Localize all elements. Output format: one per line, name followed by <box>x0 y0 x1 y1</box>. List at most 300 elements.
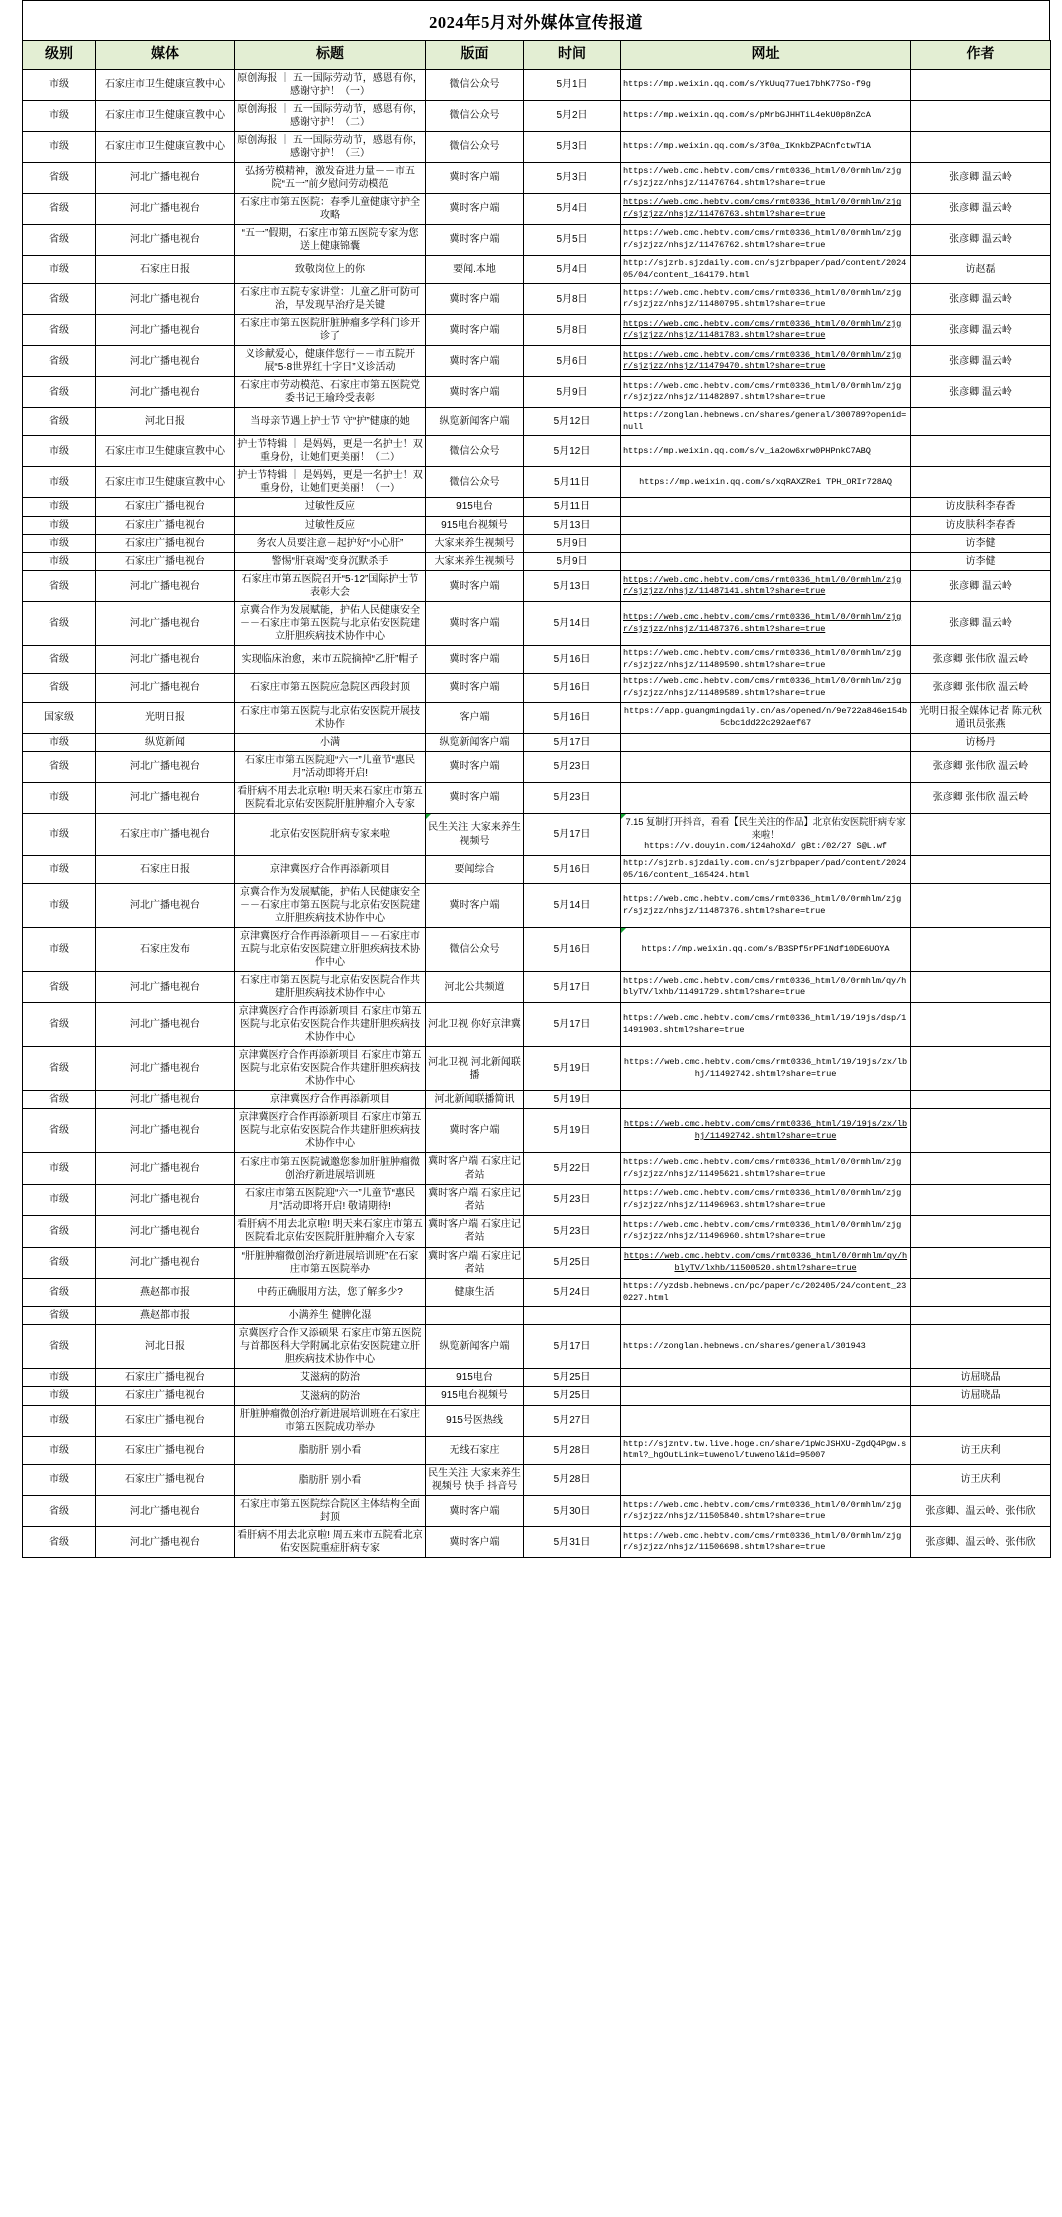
cell-date[interactable]: 5月12日 <box>524 408 621 436</box>
cell-title[interactable]: 护士节特辑 ｜ 是妈妈，更是一名护士！双重身份，让她们更美丽！（二） <box>235 436 426 467</box>
cell-page[interactable]: 要闻综合 <box>426 856 524 884</box>
cell-author[interactable] <box>911 928 1051 972</box>
cell-level[interactable]: 省级 <box>23 752 96 783</box>
cell-title[interactable]: 看肝病不用去北京啦! 明天来石家庄市第五医院看北京佑安医院肝脏肿瘤介入专家 <box>235 783 426 814</box>
cell-level[interactable]: 省级 <box>23 346 96 377</box>
cell-title[interactable]: 当母亲节遇上护士节 守“护”健康的她 <box>235 408 426 436</box>
cell-date[interactable]: 5月30日 <box>524 1496 621 1527</box>
cell-page[interactable]: 河北卫视 你好京津冀 <box>426 1003 524 1047</box>
cell-page[interactable]: 冀时客户端 石家庄记者站 <box>426 1153 524 1184</box>
cell-url[interactable] <box>621 1307 911 1325</box>
cell-level[interactable]: 省级 <box>23 1247 96 1278</box>
cell-title[interactable]: 京津冀医疗合作再添新项目－－石家庄市五院与北京佑安医院建立肝胆疾病技术协作中心 <box>235 928 426 972</box>
cell-title[interactable]: 石家庄市第五医院召开“5·12”国际护士节表彰大会 <box>235 571 426 602</box>
cell-level[interactable]: 市级 <box>23 783 96 814</box>
cell-date[interactable]: 5月5日 <box>524 225 621 256</box>
cell-level[interactable]: 市级 <box>23 1153 96 1184</box>
cell-media[interactable]: 石家庄发布 <box>96 928 235 972</box>
cell-page[interactable]: 915电台 <box>426 1369 524 1387</box>
cell-level[interactable]: 省级 <box>23 972 96 1003</box>
cell-media[interactable]: 河北广播电视台 <box>96 646 235 674</box>
cell-media[interactable]: 石家庄日报 <box>96 856 235 884</box>
cell-date[interactable]: 5月9日 <box>524 534 621 552</box>
cell-title[interactable]: 石家庄市劳动模范、石家庄市第五医院党委书记王瑜玲受表彰 <box>235 377 426 408</box>
cell-level[interactable]: 省级 <box>23 163 96 194</box>
cell-author[interactable] <box>911 1247 1051 1278</box>
cell-url[interactable]: https://web.cmc.hebtv.com/cms/rmt0336_html/0/0rmhlm/zjgr/sjzjzz/nhsjz/11496960.shtml?share=true <box>621 1216 911 1247</box>
cell-page[interactable]: 健康生活 <box>426 1278 524 1306</box>
cell-date[interactable]: 5月17日 <box>524 1325 621 1369</box>
cell-title[interactable]: 京津冀医疗合作再添新项目 <box>235 856 426 884</box>
cell-url[interactable] <box>621 752 911 783</box>
cell-level[interactable]: 市级 <box>23 1387 96 1405</box>
cell-page[interactable]: 纵览新闻客户端 <box>426 733 524 751</box>
cell-page[interactable]: 大家来养生视频号 <box>426 552 524 570</box>
cell-url[interactable]: https://web.cmc.hebtv.com/cms/rmt0336_html/19/19js/zx/lbhj/11492742.shtml?share=true <box>621 1047 911 1091</box>
cell-level[interactable]: 市级 <box>23 1405 96 1436</box>
cell-page[interactable]: 915号医热线 <box>426 1405 524 1436</box>
cell-author[interactable]: 张彦卿 温云岭 <box>911 225 1051 256</box>
cell-media[interactable]: 河北广播电视台 <box>96 674 235 702</box>
url-hyperlink[interactable]: https://web.cmc.hebtv.com/cms/rmt0336_html/0/0rmhlm/zjgr/sjzjzz/nhsjz/11487141.shtml?share=true <box>623 574 902 597</box>
cell-url[interactable]: https://web.cmc.hebtv.com/cms/rmt0336_html/0/0rmhlm/zjgr/sjzjzz/nhsjz/11495621.shtml?share=true <box>621 1153 911 1184</box>
cell-url[interactable] <box>621 733 911 751</box>
cell-date[interactable]: 5月2日 <box>524 101 621 132</box>
cell-level[interactable]: 市级 <box>23 1369 96 1387</box>
cell-media[interactable]: 河北广播电视台 <box>96 1247 235 1278</box>
column-header-media[interactable]: 媒体 <box>96 41 235 70</box>
cell-url[interactable]: https://zonglan.hebnews.cn/shares/general/301943 <box>621 1325 911 1369</box>
cell-author[interactable]: 张彦卿 温云岭 <box>911 315 1051 346</box>
cell-url[interactable]: https://mp.weixin.qq.com/s/xqRAXZRei TPH_ORIr728AQ <box>621 467 911 498</box>
column-header-page[interactable]: 版面 <box>426 41 524 70</box>
cell-date[interactable]: 5月14日 <box>524 884 621 928</box>
url-hyperlink[interactable]: https://web.cmc.hebtv.com/cms/rmt0336_html/0/0rmhlm/zjgr/sjzjzz/nhsjz/11487376.shtml?share=true <box>623 612 902 634</box>
cell-title[interactable]: “肝脏肿瘤微创治疗新进展培训班”在石家庄市第五医院举办 <box>235 1247 426 1278</box>
cell-media[interactable]: 河北广播电视台 <box>96 1216 235 1247</box>
cell-page[interactable]: 冀时客户端 <box>426 571 524 602</box>
cell-page[interactable]: 冀时客户端 <box>426 346 524 377</box>
cell-page[interactable]: 微信公众号 <box>426 928 524 972</box>
cell-level[interactable]: 省级 <box>23 1091 96 1109</box>
cell-level[interactable]: 市级 <box>23 814 96 856</box>
cell-level[interactable]: 省级 <box>23 1109 96 1153</box>
cell-url[interactable] <box>621 346 911 377</box>
cell-title[interactable]: 石家庄市第五医院与北京佑安医院合作共建肝胆疾病技术协作中心 <box>235 972 426 1003</box>
cell-url[interactable]: https://yzdsb.hebnews.cn/pc/paper/c/202405/24/content_230227.html <box>621 1278 911 1306</box>
cell-author[interactable]: 张彦卿 张伟欣 温云岭 <box>911 783 1051 814</box>
cell-level[interactable]: 省级 <box>23 377 96 408</box>
cell-page[interactable]: 915电台视频号 <box>426 516 524 534</box>
url-link-text[interactable]: https://v.douyin.com/i24ahoXd/ gBt:/02/27 S@L.wf <box>644 841 887 852</box>
cell-title[interactable]: 小满养生 健脾化湿 <box>235 1307 426 1325</box>
cell-media[interactable]: 河北广播电视台 <box>96 1047 235 1091</box>
cell-title[interactable]: 原创海报 ｜ 五一国际劳动节，感恩有你，感谢守护！（二） <box>235 101 426 132</box>
cell-author[interactable]: 访李健 <box>911 534 1051 552</box>
cell-url[interactable] <box>621 1091 911 1109</box>
cell-level[interactable]: 市级 <box>23 101 96 132</box>
cell-level[interactable]: 市级 <box>23 884 96 928</box>
cell-media[interactable]: 河北广播电视台 <box>96 752 235 783</box>
cell-level[interactable]: 市级 <box>23 498 96 516</box>
cell-media[interactable]: 石家庄广播电视台 <box>96 1405 235 1436</box>
cell-author[interactable] <box>911 132 1051 163</box>
cell-title[interactable]: 务农人员要注意－起护好“小心肝” <box>235 534 426 552</box>
cell-url[interactable]: https://web.cmc.hebtv.com/cms/rmt0336_html/0/0rmhlm/zjgr/sjzjzz/nhsjz/11482897.shtml?share=true <box>621 377 911 408</box>
url-hyperlink[interactable]: https://web.cmc.hebtv.com/cms/rmt0336_html/0/0rmhlm/zjgr/sjzjzz/nhsjz/11481783.shtml?share=true <box>623 318 902 341</box>
cell-page[interactable]: 冀时客户端 <box>426 674 524 702</box>
cell-page[interactable]: 微信公众号 <box>426 70 524 101</box>
cell-author[interactable]: 访李健 <box>911 552 1051 570</box>
cell-page[interactable]: 冀时客户端 <box>426 602 524 646</box>
cell-media[interactable]: 河北广播电视台 <box>96 163 235 194</box>
cell-date[interactable]: 5月24日 <box>524 1278 621 1306</box>
cell-page[interactable]: 冀时客户端 <box>426 1496 524 1527</box>
cell-url[interactable]: https://mp.weixin.qq.com/s/YkUuq77ue17bhK77So-f9g <box>621 70 911 101</box>
cell-level[interactable]: 省级 <box>23 1307 96 1325</box>
cell-page[interactable]: 915电台 <box>426 498 524 516</box>
cell-title[interactable]: 脂肪肝 别小看 <box>235 1464 426 1495</box>
cell-url[interactable] <box>621 194 911 225</box>
cell-page[interactable]: 冀时客户端 石家庄记者站 <box>426 1184 524 1215</box>
cell-url[interactable]: https://web.cmc.hebtv.com/cms/rmt0336_html/0/0rmhlm/zjgr/sjzjzz/nhsjz/11480795.shtml?share=true <box>621 284 911 315</box>
cell-page[interactable]: 纵览新闻客户端 <box>426 408 524 436</box>
cell-url[interactable]: https://web.cmc.hebtv.com/cms/rmt0336_html/0/0rmhlm/zjgr/sjzjzz/nhsjz/11489589.shtml?share=true <box>621 674 911 702</box>
cell-media[interactable]: 河北广播电视台 <box>96 602 235 646</box>
cell-title[interactable]: 京冀合作为发展赋能，护佑人民健康安全－－石家庄市第五医院与北京佑安医院建立肝胆疾病技术协作中心 <box>235 602 426 646</box>
cell-media[interactable]: 河北广播电视台 <box>96 1109 235 1153</box>
cell-author[interactable]: 访皮肤科李春香 <box>911 498 1051 516</box>
cell-level[interactable]: 省级 <box>23 646 96 674</box>
cell-date[interactable]: 5月17日 <box>524 733 621 751</box>
cell-title[interactable]: 京津冀医疗合作再添新项目 石家庄市第五医院与北京佑安医院合作共建肝胆疾病技术协作中心 <box>235 1003 426 1047</box>
cell-media[interactable]: 石家庄广播电视台 <box>96 498 235 516</box>
cell-url[interactable]: https://mp.weixin.qq.com/s/3f0a_IKnkbZPACnfctwT1A <box>621 132 911 163</box>
cell-author[interactable] <box>911 1047 1051 1091</box>
cell-author[interactable]: 访屈晓晶 <box>911 1369 1051 1387</box>
cell-date[interactable]: 5月31日 <box>524 1527 621 1558</box>
cell-author[interactable] <box>911 1307 1051 1325</box>
cell-author[interactable] <box>911 1278 1051 1306</box>
cell-page[interactable]: 微信公众号 <box>426 132 524 163</box>
cell-author[interactable] <box>911 408 1051 436</box>
cell-url[interactable]: http://sjzrb.sjzdaily.com.cn/sjzrbpaper/pad/content/202405/04/content_164179.html <box>621 256 911 284</box>
cell-level[interactable]: 市级 <box>23 70 96 101</box>
cell-title[interactable]: 石家庄市第五医院肝脏肿瘤多学科门诊开诊了 <box>235 315 426 346</box>
cell-title[interactable]: 肝脏肿瘤微创治疗新进展培训班在石家庄市第五医院成功举办 <box>235 1405 426 1436</box>
cell-level[interactable]: 市级 <box>23 132 96 163</box>
cell-page[interactable]: 冀时客户端 <box>426 225 524 256</box>
cell-author[interactable]: 张彦卿 温云岭 <box>911 163 1051 194</box>
cell-author[interactable] <box>911 1325 1051 1369</box>
cell-date[interactable]: 5月11日 <box>524 467 621 498</box>
cell-date[interactable]: 5月16日 <box>524 674 621 702</box>
cell-url[interactable] <box>621 1109 911 1153</box>
cell-url[interactable] <box>621 814 911 856</box>
cell-url[interactable] <box>621 534 911 552</box>
cell-media[interactable]: 石家庄市卫生健康宣教中心 <box>96 101 235 132</box>
cell-url[interactable]: https://web.cmc.hebtv.com/cms/rmt0336_html/0/0rmhlm/qy/hblyTV/lxhb/11491729.shtml?share=true <box>621 972 911 1003</box>
cell-page[interactable]: 冀时客户端 <box>426 163 524 194</box>
cell-media[interactable]: 河北广播电视台 <box>96 571 235 602</box>
cell-date[interactable]: 5月17日 <box>524 972 621 1003</box>
cell-date[interactable]: 5月19日 <box>524 1091 621 1109</box>
cell-date[interactable]: 5月22日 <box>524 1153 621 1184</box>
cell-media[interactable]: 燕赵都市报 <box>96 1278 235 1306</box>
cell-level[interactable]: 市级 <box>23 516 96 534</box>
cell-media[interactable]: 石家庄广播电视台 <box>96 1369 235 1387</box>
cell-date[interactable]: 5月25日 <box>524 1387 621 1405</box>
cell-title[interactable]: 石家庄市第五医院：春季儿童健康守护全攻略 <box>235 194 426 225</box>
cell-level[interactable]: 国家级 <box>23 702 96 733</box>
cell-date[interactable]: 5月13日 <box>524 516 621 534</box>
cell-media[interactable]: 石家庄市卫生健康宣教中心 <box>96 70 235 101</box>
cell-title[interactable]: 京冀合作为发展赋能，护佑人民健康安全－－石家庄市第五医院与北京佑安医院建立肝胆疾病技术协作中心 <box>235 884 426 928</box>
cell-author[interactable] <box>911 972 1051 1003</box>
cell-author[interactable]: 访皮肤科李春香 <box>911 516 1051 534</box>
cell-date[interactable]: 5月13日 <box>524 571 621 602</box>
cell-title[interactable]: 京津冀医疗合作再添新项目 石家庄市第五医院与北京佑安医院合作共建肝胆疾病技术协作中心 <box>235 1109 426 1153</box>
cell-date[interactable]: 5月25日 <box>524 1247 621 1278</box>
cell-page[interactable]: 客户端 <box>426 702 524 733</box>
cell-title[interactable]: 石家庄市第五医院迎“六一”儿童节“惠民月”活动即将开启! 敬请期待! <box>235 1184 426 1215</box>
cell-title[interactable]: 石家庄市第五医院应急院区西段封顶 <box>235 674 426 702</box>
cell-level[interactable]: 市级 <box>23 534 96 552</box>
cell-author[interactable]: 光明日报全媒体记者 陈元秋 通讯员张燕 <box>911 702 1051 733</box>
cell-date[interactable]: 5月6日 <box>524 346 621 377</box>
cell-page[interactable]: 冀时客户端 <box>426 1109 524 1153</box>
cell-author[interactable] <box>911 1153 1051 1184</box>
cell-level[interactable]: 省级 <box>23 1496 96 1527</box>
cell-level[interactable]: 省级 <box>23 1003 96 1047</box>
cell-date[interactable]: 5月19日 <box>524 1109 621 1153</box>
cell-url[interactable] <box>621 1387 911 1405</box>
cell-date[interactable]: 5月23日 <box>524 783 621 814</box>
cell-media[interactable]: 河北广播电视台 <box>96 1527 235 1558</box>
cell-page[interactable]: 民生关注 大家来养生视频号 <box>426 814 524 856</box>
column-header-date[interactable]: 时间 <box>524 41 621 70</box>
cell-media[interactable]: 河北广播电视台 <box>96 284 235 315</box>
cell-author[interactable]: 张彦卿、温云岭、张伟欣 <box>911 1496 1051 1527</box>
cell-title[interactable]: 看肝病不用去北京啦! 明天来石家庄市第五医院看北京佑安医院肝脏肿瘤介入专家 <box>235 1216 426 1247</box>
cell-author[interactable] <box>911 884 1051 928</box>
cell-title[interactable]: 警惕“肝衰竭”变身沉默杀手 <box>235 552 426 570</box>
cell-date[interactable]: 5月19日 <box>524 1047 621 1091</box>
column-header-level[interactable]: 级别 <box>23 41 96 70</box>
cell-media[interactable]: 河北广播电视台 <box>96 783 235 814</box>
cell-url[interactable] <box>621 498 911 516</box>
cell-title[interactable]: 弘扬劳模精神，激发奋进力量－－市五院“五一”前夕慰问劳动模范 <box>235 163 426 194</box>
cell-url[interactable] <box>621 516 911 534</box>
cell-url[interactable]: https://web.cmc.hebtv.com/cms/rmt0336_html/0/0rmhlm/zjgr/sjzjzz/nhsjz/11489590.shtml?share=true <box>621 646 911 674</box>
cell-title[interactable]: 京津冀医疗合作再添新项目 石家庄市第五医院与北京佑安医院合作共建肝胆疾病技术协作中心 <box>235 1047 426 1091</box>
cell-media[interactable]: 河北广播电视台 <box>96 1003 235 1047</box>
cell-media[interactable]: 石家庄广播电视台 <box>96 1436 235 1464</box>
cell-level[interactable]: 市级 <box>23 733 96 751</box>
cell-author[interactable] <box>911 70 1051 101</box>
cell-url[interactable]: https://web.cmc.hebtv.com/cms/rmt0336_html/0/0rmhlm/zjgr/sjzjzz/nhsjz/11476762.shtml?share=true <box>621 225 911 256</box>
cell-author[interactable] <box>911 1216 1051 1247</box>
cell-date[interactable]: 5月3日 <box>524 163 621 194</box>
cell-url[interactable]: http://sjzrb.sjzdaily.com.cn/sjzrbpaper/pad/content/202405/16/content_165424.html <box>621 856 911 884</box>
cell-title[interactable]: 致敬岗位上的你 <box>235 256 426 284</box>
cell-url[interactable]: https://mp.weixin.qq.com/s/B3SPf5rPF1Ndf10DE6UOYA <box>621 928 911 972</box>
cell-media[interactable]: 河北广播电视台 <box>96 1184 235 1215</box>
cell-url[interactable] <box>621 1464 911 1495</box>
cell-page[interactable]: 冀时客户端 <box>426 377 524 408</box>
cell-page[interactable]: 微信公众号 <box>426 436 524 467</box>
cell-url[interactable]: https://web.cmc.hebtv.com/cms/rmt0336_html/0/0rmhlm/zjgr/sjzjzz/nhsjz/11506698.shtml?share=true <box>621 1527 911 1558</box>
cell-author[interactable] <box>911 101 1051 132</box>
cell-title[interactable]: 石家庄市第五医院诚邀您参加肝脏肿瘤微创治疗新进展培训班 <box>235 1153 426 1184</box>
cell-title[interactable]: 原创海报 ｜ 五一国际劳动节，感恩有你，感谢守护！（一） <box>235 70 426 101</box>
cell-title[interactable]: 过敏性反应 <box>235 516 426 534</box>
column-header-author[interactable]: 作者 <box>911 41 1051 70</box>
cell-url[interactable]: http://sjzntv.tw.live.hoge.cn/share/1pWcJSHXU-ZgdQ4Pgw.shtml?_hgOutLink=tuwenol/tuwenol&id=95007 <box>621 1436 911 1464</box>
cell-author[interactable]: 张彦卿 温云岭 <box>911 571 1051 602</box>
cell-url[interactable] <box>621 1369 911 1387</box>
cell-url[interactable] <box>621 1405 911 1436</box>
cell-date[interactable]: 5月9日 <box>524 552 621 570</box>
cell-date[interactable]: 5月14日 <box>524 602 621 646</box>
cell-url[interactable]: https://web.cmc.hebtv.com/cms/rmt0336_html/0/0rmhlm/zjgr/sjzjzz/nhsjz/11476764.shtml?share=true <box>621 163 911 194</box>
cell-date[interactable]: 5月16日 <box>524 928 621 972</box>
cell-title[interactable]: 艾滋病的防治 <box>235 1387 426 1405</box>
cell-page[interactable]: 纵览新闻客户端 <box>426 1325 524 1369</box>
cell-media[interactable]: 石家庄市卫生健康宣教中心 <box>96 436 235 467</box>
cell-url[interactable] <box>621 571 911 602</box>
cell-media[interactable]: 纵览新闻 <box>96 733 235 751</box>
cell-date[interactable]: 5月4日 <box>524 194 621 225</box>
cell-level[interactable]: 省级 <box>23 1216 96 1247</box>
cell-level[interactable]: 市级 <box>23 436 96 467</box>
cell-author[interactable] <box>911 1184 1051 1215</box>
cell-date[interactable]: 5月28日 <box>524 1464 621 1495</box>
cell-media[interactable]: 石家庄日报 <box>96 256 235 284</box>
cell-url[interactable]: https://zonglan.hebnews.cn/shares/general/300789?openid=null <box>621 408 911 436</box>
cell-media[interactable]: 石家庄广播电视台 <box>96 1387 235 1405</box>
cell-page[interactable]: 冀时客户端 <box>426 884 524 928</box>
cell-author[interactable]: 张彦卿 温云岭 <box>911 194 1051 225</box>
cell-author[interactable]: 张彦卿 温云岭 <box>911 346 1051 377</box>
cell-media[interactable]: 河北广播电视台 <box>96 884 235 928</box>
cell-author[interactable] <box>911 1091 1051 1109</box>
cell-date[interactable]: 5月16日 <box>524 856 621 884</box>
cell-level[interactable]: 省级 <box>23 674 96 702</box>
cell-level[interactable]: 市级 <box>23 552 96 570</box>
cell-author[interactable] <box>911 1405 1051 1436</box>
cell-level[interactable]: 市级 <box>23 856 96 884</box>
cell-date[interactable]: 5月16日 <box>524 646 621 674</box>
cell-author[interactable]: 张彦卿 温云岭 <box>911 284 1051 315</box>
cell-media[interactable]: 河北广播电视台 <box>96 225 235 256</box>
cell-level[interactable]: 省级 <box>23 284 96 315</box>
cell-title[interactable]: 石家庄市第五医院综合院区主体结构全面封顶 <box>235 1496 426 1527</box>
cell-author[interactable]: 访赵磊 <box>911 256 1051 284</box>
cell-author[interactable] <box>911 856 1051 884</box>
cell-media[interactable]: 河北日报 <box>96 408 235 436</box>
cell-author[interactable] <box>911 436 1051 467</box>
cell-date[interactable]: 5月3日 <box>524 132 621 163</box>
cell-url[interactable] <box>621 552 911 570</box>
cell-title[interactable]: 看肝病不用去北京啦! 周五来市五院看北京佑安医院重症肝病专家 <box>235 1527 426 1558</box>
cell-page[interactable]: 冀时客户端 <box>426 315 524 346</box>
cell-title[interactable]: 原创海报 ｜ 五一国际劳动节，感恩有你，感谢守护！（三） <box>235 132 426 163</box>
cell-media[interactable]: 河北广播电视台 <box>96 1091 235 1109</box>
cell-author[interactable]: 张彦卿 温云岭 <box>911 602 1051 646</box>
cell-page[interactable]: 915电台视频号 <box>426 1387 524 1405</box>
cell-author[interactable]: 访杨丹 <box>911 733 1051 751</box>
cell-media[interactable]: 河北广播电视台 <box>96 194 235 225</box>
cell-level[interactable]: 市级 <box>23 928 96 972</box>
cell-page[interactable]: 冀时客户端 石家庄记者站 <box>426 1216 524 1247</box>
cell-author[interactable]: 张彦卿 温云岭 <box>911 377 1051 408</box>
cell-page[interactable]: 冀时客户端 <box>426 783 524 814</box>
cell-page[interactable]: 河北公共频道 <box>426 972 524 1003</box>
cell-title[interactable]: 石家庄市第五医院迎“六一”儿童节“惠民月”活动即将开启! <box>235 752 426 783</box>
cell-page[interactable]: 无线石家庄 <box>426 1436 524 1464</box>
cell-title[interactable]: 石家庄市第五医院与北京佑安医院开展技术协作 <box>235 702 426 733</box>
cell-page[interactable] <box>426 1307 524 1325</box>
cell-level[interactable]: 省级 <box>23 602 96 646</box>
cell-page[interactable]: 微信公众号 <box>426 467 524 498</box>
cell-title[interactable]: 北京佑安医院肝病专家来啦 <box>235 814 426 856</box>
cell-date[interactable]: 5月8日 <box>524 315 621 346</box>
cell-page[interactable]: 大家来养生视频号 <box>426 534 524 552</box>
cell-level[interactable]: 省级 <box>23 1325 96 1369</box>
cell-level[interactable]: 市级 <box>23 1464 96 1495</box>
cell-title[interactable]: “五一”假期，石家庄市第五医院专家为您送上健康锦囊 <box>235 225 426 256</box>
cell-media[interactable]: 石家庄市广播电视台 <box>96 814 235 856</box>
cell-level[interactable]: 省级 <box>23 1278 96 1306</box>
cell-author[interactable] <box>911 467 1051 498</box>
cell-author[interactable]: 张彦卿 张伟欣 温云岭 <box>911 752 1051 783</box>
cell-media[interactable]: 石家庄市卫生健康宣教中心 <box>96 132 235 163</box>
cell-date[interactable]: 5月23日 <box>524 1184 621 1215</box>
cell-page[interactable]: 微信公众号 <box>426 101 524 132</box>
cell-date[interactable]: 5月11日 <box>524 498 621 516</box>
cell-title[interactable]: 京津冀医疗合作再添新项目 <box>235 1091 426 1109</box>
cell-level[interactable]: 省级 <box>23 408 96 436</box>
cell-date[interactable]: 5月28日 <box>524 1436 621 1464</box>
cell-page[interactable]: 河北新闻联播简讯 <box>426 1091 524 1109</box>
cell-page[interactable]: 民生关注 大家来养生视频号 快手 抖音号 <box>426 1464 524 1495</box>
cell-author[interactable] <box>911 814 1051 856</box>
column-header-url[interactable]: 网址 <box>621 41 911 70</box>
cell-date[interactable]: 5月23日 <box>524 1216 621 1247</box>
cell-page[interactable]: 河北卫视 河北新闻联播 <box>426 1047 524 1091</box>
cell-date[interactable]: 5月23日 <box>524 752 621 783</box>
cell-page[interactable]: 冀时客户端 <box>426 752 524 783</box>
cell-page[interactable]: 冀时客户端 石家庄记者站 <box>426 1247 524 1278</box>
cell-media[interactable]: 石家庄广播电视台 <box>96 1464 235 1495</box>
cell-url[interactable]: https://web.cmc.hebtv.com/cms/rmt0336_html/0/0rmhlm/zjgr/sjzjzz/nhsjz/11505840.shtml?share=true <box>621 1496 911 1527</box>
cell-url[interactable] <box>621 315 911 346</box>
cell-date[interactable]: 5月1日 <box>524 70 621 101</box>
cell-media[interactable]: 石家庄广播电视台 <box>96 516 235 534</box>
cell-date[interactable]: 5月4日 <box>524 256 621 284</box>
cell-level[interactable]: 市级 <box>23 256 96 284</box>
cell-url[interactable]: https://web.cmc.hebtv.com/cms/rmt0336_html/0/0rmhlm/zjgr/sjzjzz/nhsjz/11487376.shtml?share=true <box>621 884 911 928</box>
cell-url[interactable]: https://web.cmc.hebtv.com/cms/rmt0336_html/0/0rmhlm/zjgr/sjzjzz/nhsjz/11496963.shtml?share=true <box>621 1184 911 1215</box>
cell-url[interactable]: https://app.guangmingdaily.cn/as/opened/n/9e722a846e154b5cbc1dd22c292aef67 <box>621 702 911 733</box>
cell-url[interactable] <box>621 602 911 646</box>
url-hyperlink[interactable]: https://web.cmc.hebtv.com/cms/rmt0336_html/0/0rmhlm/qy/hblyTV/lxhb/11500520.shtml?share=true <box>623 1251 908 1273</box>
cell-level[interactable]: 省级 <box>23 225 96 256</box>
cell-title[interactable]: 实现临床治愈，来市五院摘掉“乙肝”帽子 <box>235 646 426 674</box>
cell-level[interactable]: 省级 <box>23 1527 96 1558</box>
cell-date[interactable]: 5月16日 <box>524 702 621 733</box>
